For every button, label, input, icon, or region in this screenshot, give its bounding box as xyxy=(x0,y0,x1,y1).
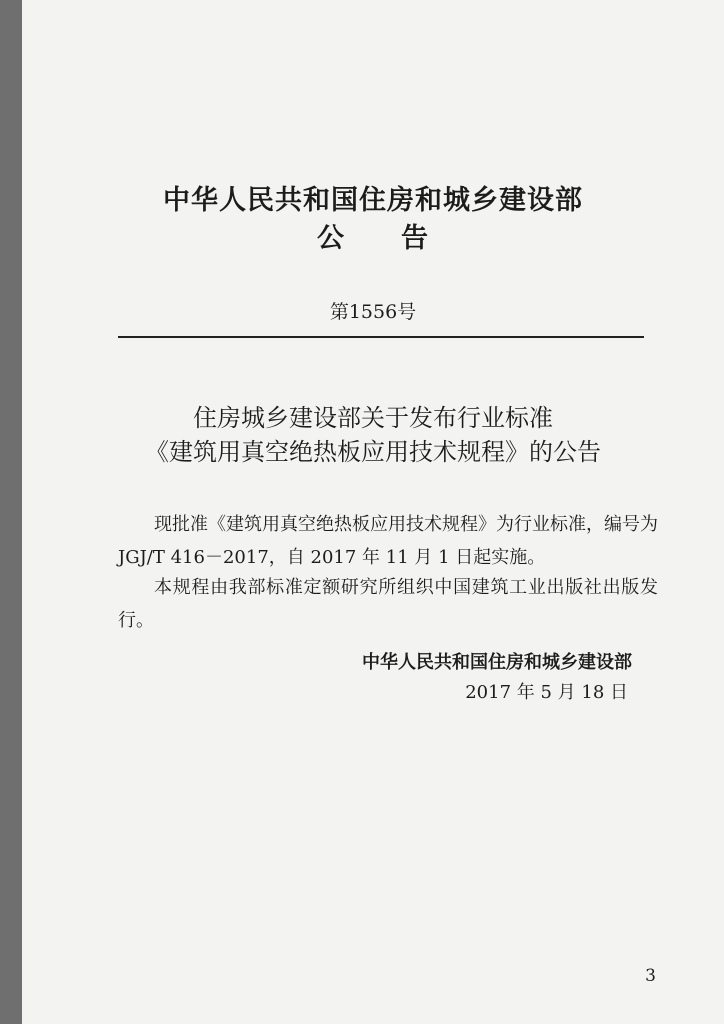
issuing-authority: 中华人民共和国住房和城乡建设部 xyxy=(163,185,583,216)
header-divider xyxy=(118,336,644,338)
body-paragraph-approval: 现批准《建筑用真空绝热板应用技术规程》为行业标准，编号为 JGJ/T 416－2017，自 2017 年 11 月 1 日起实施。 xyxy=(118,514,658,568)
body-paragraph-publication: 本规程由我部标准定额研究所组织中国建筑工业出版社出版发行。 xyxy=(118,577,658,631)
notice-number: 第1556号 xyxy=(329,301,417,323)
notice-title-line-2: 《建筑用真空绝热板应用技术规程》的公告 xyxy=(145,438,601,466)
notice-label: 公 告 xyxy=(317,223,429,254)
signature-organization: 中华人民共和国住房和城乡建设部 xyxy=(362,652,632,673)
notice-title-line-1: 住房城乡建设部关于发布行业标准 xyxy=(193,404,553,432)
document-page xyxy=(22,0,724,1024)
signature-date: 2017 年 5 月 18 日 xyxy=(465,682,628,703)
page-number: 3 xyxy=(645,966,656,986)
